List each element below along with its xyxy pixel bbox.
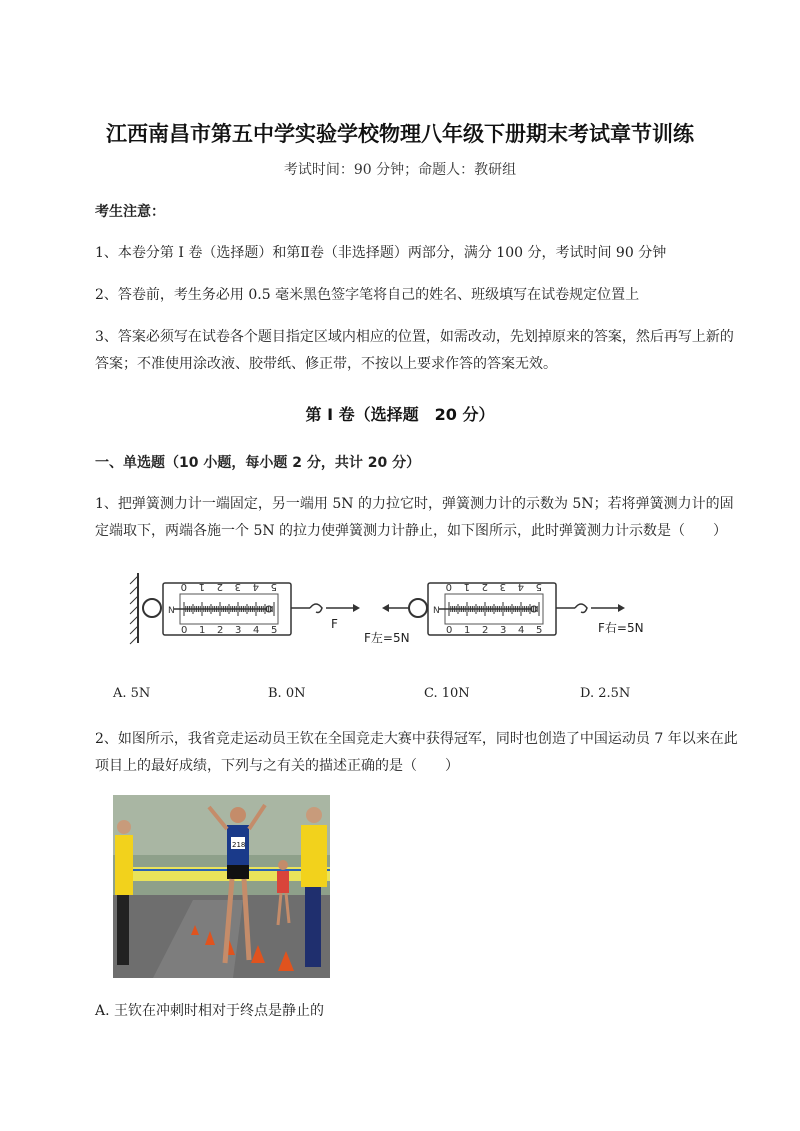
left-arrow-head-icon xyxy=(353,604,360,612)
q1-option-a[interactable]: A. 5N xyxy=(113,686,151,701)
scale-number: 3 xyxy=(234,581,241,592)
bib-number: 218 xyxy=(232,841,246,849)
right-hook-icon xyxy=(575,604,587,613)
question-2-text: 2、如图所示，我省竞走运动员王钦在全国竞走大赛中获得冠军，同时也创造了中国运动员 7 年以来在此项目上的最好成绩，下列与之有关的描述正确的是（ ） xyxy=(95,731,738,774)
q1-option-b[interactable]: B. 0N xyxy=(268,686,306,701)
scale-number: 5 xyxy=(271,625,278,636)
scale-number: 2 xyxy=(482,625,489,636)
spring-scale-figure xyxy=(128,568,658,662)
right-zero-mark: N xyxy=(433,606,440,616)
scale-number: 5 xyxy=(270,581,277,592)
note-item-2: 2、答卷前，考生务必用 0.5 毫米黑色签字笔将自己的姓名、班级填写在试卷规定位置上 xyxy=(95,287,640,303)
scale-number: 4 xyxy=(518,625,525,636)
scale-number: 2 xyxy=(217,625,224,636)
wall-hatching xyxy=(130,576,138,644)
q1-option-d[interactable]: D. 2.5N xyxy=(580,686,631,701)
scale-number: 4 xyxy=(253,625,260,636)
scale-number: 2 xyxy=(481,581,488,592)
scale-number: 0 xyxy=(181,625,188,636)
right-arrow-head-icon xyxy=(618,604,625,612)
q2-option-a[interactable]: A. 王钦在冲刺时相对于终点是静止的 xyxy=(95,1003,325,1019)
spring-scale-diagram xyxy=(128,568,658,658)
section-title: 第 I 卷（选择题 20 分） xyxy=(305,405,495,424)
q1-option-c[interactable]: C. 10N xyxy=(424,686,470,701)
exam-info: 考试时间：90 分钟；命题人：教研组 xyxy=(283,162,517,178)
right-scale-ring xyxy=(409,599,427,617)
scale-number: 3 xyxy=(235,625,242,636)
scale-number: 2 xyxy=(216,581,223,592)
scale-number: 5 xyxy=(535,581,542,592)
scale-number: 4 xyxy=(517,581,524,592)
left-pull-label: F左=5N xyxy=(364,631,410,645)
page-title: 江西南昌市第五中学实验学校物理八年级下册期末考试章节训练 xyxy=(106,122,694,146)
scale-number: 0 xyxy=(446,625,453,636)
race-walker-photo xyxy=(113,795,330,978)
left-force-label: F xyxy=(331,617,338,631)
scale-number: 1 xyxy=(464,625,471,636)
scale-number: 1 xyxy=(199,625,206,636)
scale-number: 1 xyxy=(198,581,205,592)
note-item-3: 3、答案必须写在试卷各个题目指定区域内相应的位置，如需改动，先划掉原来的答案，然后再写上新的答案；不准使用涂改液、胶带纸、修正带，不按以上要求作答的答案无效。 xyxy=(95,329,734,372)
left-scale-ring xyxy=(143,599,161,617)
scale-number: 5 xyxy=(536,625,543,636)
right-left-arrow-head-icon xyxy=(382,604,389,612)
race-photo-illustration xyxy=(113,795,330,978)
scale-number: 1 xyxy=(463,581,470,592)
part-heading: 一、单选题（10 小题，每小题 2 分，共计 20 分） xyxy=(95,455,421,471)
scale-number: 4 xyxy=(252,581,259,592)
notes-heading: 考生注意： xyxy=(95,204,165,220)
scale-number: 3 xyxy=(499,581,506,592)
question-1-text: 1、把弹簧测力计一端固定，另一端用 5N 的力拉它时，弹簧测力计的示数为 5N；若将弹簧测力计的固定端取下，两端各施一个 5N 的拉力使弹簧测力计静止，如下图所示，此时弹簧测力计示数是（ ） xyxy=(95,496,734,539)
left-zero-mark: N xyxy=(168,606,175,616)
scale-number: 0 xyxy=(445,581,452,592)
scale-number: 0 xyxy=(180,581,187,592)
note-item-1: 1、本卷分第 I 卷（选择题）和第Ⅱ卷（非选择题）两部分，满分 100 分，考试时间 90 分钟 xyxy=(95,245,667,261)
right-pull-label: F右=5N xyxy=(598,621,644,635)
left-hook-icon xyxy=(310,604,322,613)
scale-number: 3 xyxy=(500,625,507,636)
